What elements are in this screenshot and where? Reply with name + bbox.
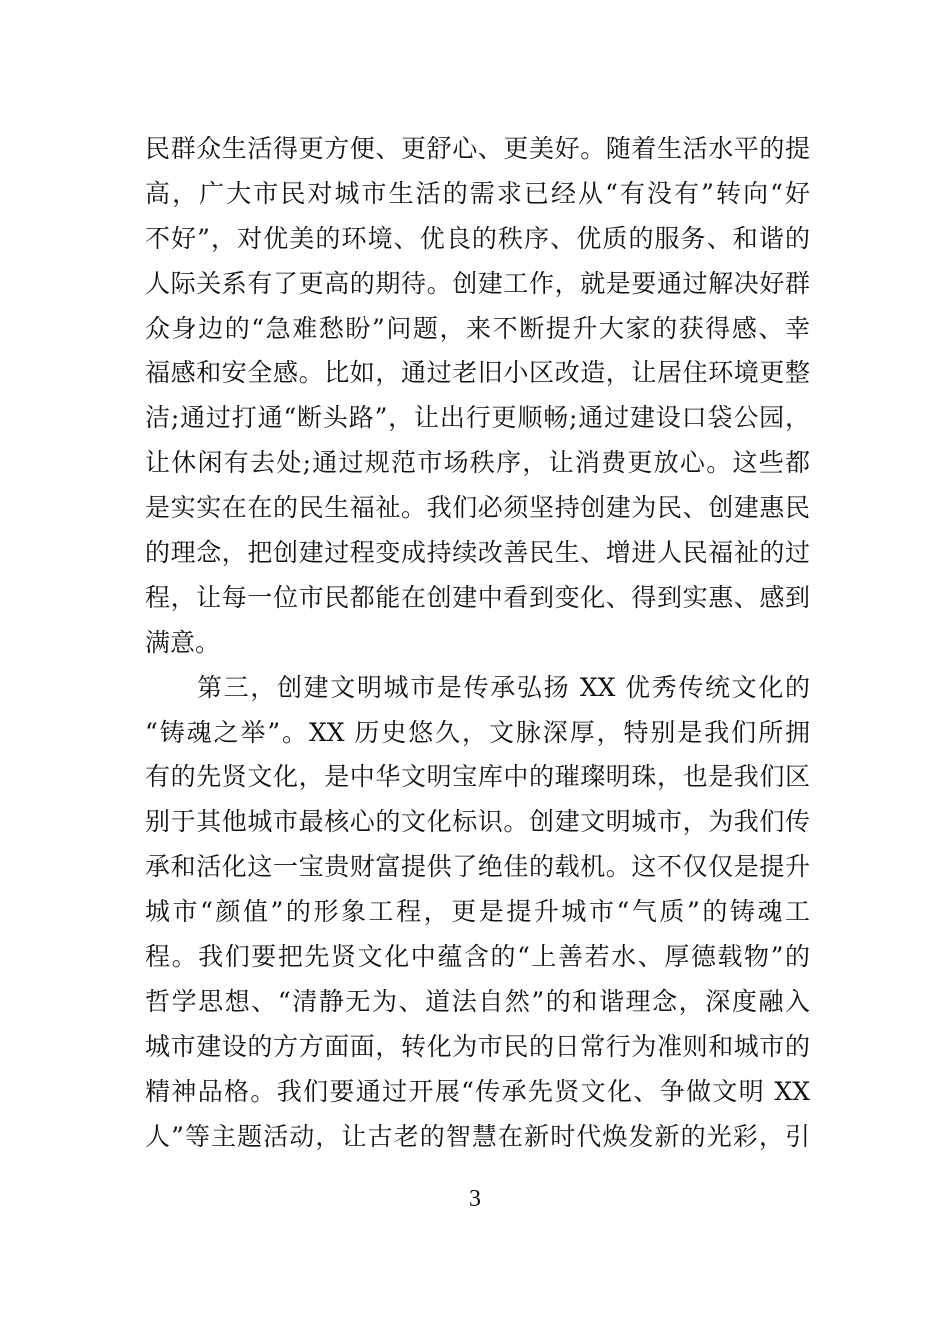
paragraph-start-line: 第三，创建文明城市是传承弘扬 XX 优秀传统文化的 [197,672,810,702]
body-text [145,127,810,1159]
text-line: 有的先贤文化，是中华文明宝库中的璀璨明珠，也是我们区 [145,762,810,792]
text-line: 城市“颜值”的形象工程，更是提升城市“气质”的铸魂工 [145,897,810,927]
text-line: 城市建设的方方面面，转化为市民的日常行为准则和城市的 [145,1031,810,1061]
text-line: 是实实在在的民生福祉。我们必须坚持创建为民、创建惠民 [145,493,810,523]
page-number: 3 [469,1186,481,1212]
text-line: “铸魂之举”。XX 历史悠久，文脉深厚，特别是我们所拥 [145,717,810,747]
text-line: 不好”，对优美的环境、优良的秩序、优质的服务、和谐的 [145,223,810,253]
text-line: 的理念，把创建过程变成持续改善民生、增进人民福祉的过 [145,538,810,568]
text-line: 民群众生活得更方便、更舒心、更美好。随着生活水平的提 [145,134,810,163]
paragraph-end-line: 满意。 [145,627,221,657]
text-line: 让休闲有去处;通过规范市场秩序，让消费更放心。这些都 [145,448,810,478]
text-line: 别于其他城市最核心的文化标识。创建文明城市，为我们传 [145,807,810,837]
text-line: 人”等主题活动，让古老的智慧在新时代焕发新的光彩，引 [145,1121,810,1151]
text-line: 洁;通过打通“断头路”，让出行更顺畅;通过建设口袋公园， [145,403,810,433]
text-line: 人际关系有了更高的期待。创建工作，就是要通过解决好群 [145,268,810,298]
text-line: 程。我们要把先贤文化中蕴含的“上善若水、厚德载物”的 [145,942,810,972]
text-line: 众身边的“急难愁盼”问题，来不断提升大家的获得感、幸 [145,313,810,343]
text-line: 哲学思想、“清静无为、道法自然”的和谐理念，深度融入 [145,986,810,1016]
text-line: 福感和安全感。比如，通过老旧小区改造，让居住环境更整 [145,358,810,388]
text-line: 精神品格。我们要通过开展“传承先贤文化、争做文明 XX [145,1076,810,1106]
text-line: 承和活化这一宝贵财富提供了绝佳的载机。这不仅仅是提升 [145,852,810,882]
text-line: 程，让每一位市民都能在创建中看到变化、得到实惠、感到 [145,582,810,612]
text-line: 高，广大市民对城市生活的需求已经从“有没有”转向“好 [145,178,810,208]
